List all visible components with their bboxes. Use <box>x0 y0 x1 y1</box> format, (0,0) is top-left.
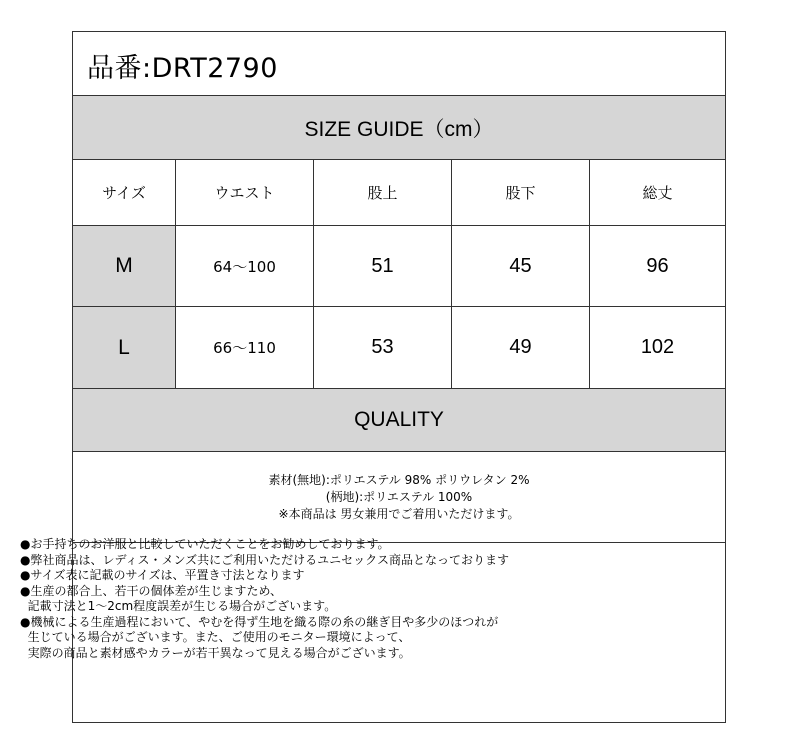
size-label: L <box>73 307 176 388</box>
inseam-value: 45 <box>452 226 590 306</box>
material-pattern-line: (柄地):ポリエステル 100% <box>325 489 473 504</box>
waist-value: 64〜100 <box>176 226 314 306</box>
header-inseam: 股下 <box>452 160 590 225</box>
total-length-value: 96 <box>646 254 669 277</box>
note-line: 生じている場合がございます。また、ご使用のモニター環境によって、 <box>20 630 411 644</box>
note-line: ●弊社商品は、レディス・メンズ共にご利用いただけるユニセックス商品となっております <box>20 552 510 567</box>
size-guide-heading: SIZE GUIDE（cm） <box>73 96 725 160</box>
header-size: サイズ <box>73 160 176 225</box>
unisex-note-line: ※本商品は 男女兼用でご着用いただけます。 <box>278 506 520 521</box>
material-plain-line: 素材(無地):ポリエステル 98% ポリウレタン 2% <box>268 472 530 487</box>
rise-value: 51 <box>314 226 452 306</box>
waist-value: 66〜110 <box>176 307 314 388</box>
header-total-length: 総丈 <box>642 184 673 202</box>
quality-details <box>73 452 725 543</box>
header-waist: ウエスト <box>176 160 314 225</box>
product-code-label: 品番 <box>87 53 142 84</box>
product-code-title <box>87 46 278 85</box>
size-table <box>73 160 725 388</box>
header-rise: 股上 <box>314 160 452 225</box>
note-line: ●お手持ちのお洋服と比較していただくことをお勧めしております。 <box>20 537 390 551</box>
product-code-colon: : <box>142 53 152 84</box>
size-row-l <box>73 307 725 388</box>
note-line: ●サイズ表に記載のサイズは、平置き寸法となります <box>20 568 305 582</box>
size-label: M <box>73 226 176 306</box>
inseam-value: 49 <box>452 307 590 388</box>
product-code-value: DRT2790 <box>151 53 278 84</box>
size-row-m <box>73 226 725 307</box>
note-line: 実際の商品と素材感やカラーが若干異なって見える場合がございます。 <box>20 645 411 660</box>
product-title-row <box>73 32 725 96</box>
rise-value: 53 <box>314 307 452 388</box>
notes-list <box>20 537 640 661</box>
total-length-value: 102 <box>640 336 675 358</box>
note-line: ●機械による生産過程において、やむを得ず生地を織る際の糸の継ぎ目や多少のほつれが <box>20 614 499 629</box>
note-line: 記載寸法と1〜2cm程度誤差が生じる場合がございます。 <box>20 599 337 613</box>
quality-heading: QUALITY <box>73 388 725 452</box>
note-line: ●生産の都合上、若干の個体差が生じますため、 <box>20 583 282 598</box>
size-table-header-row <box>73 160 725 226</box>
